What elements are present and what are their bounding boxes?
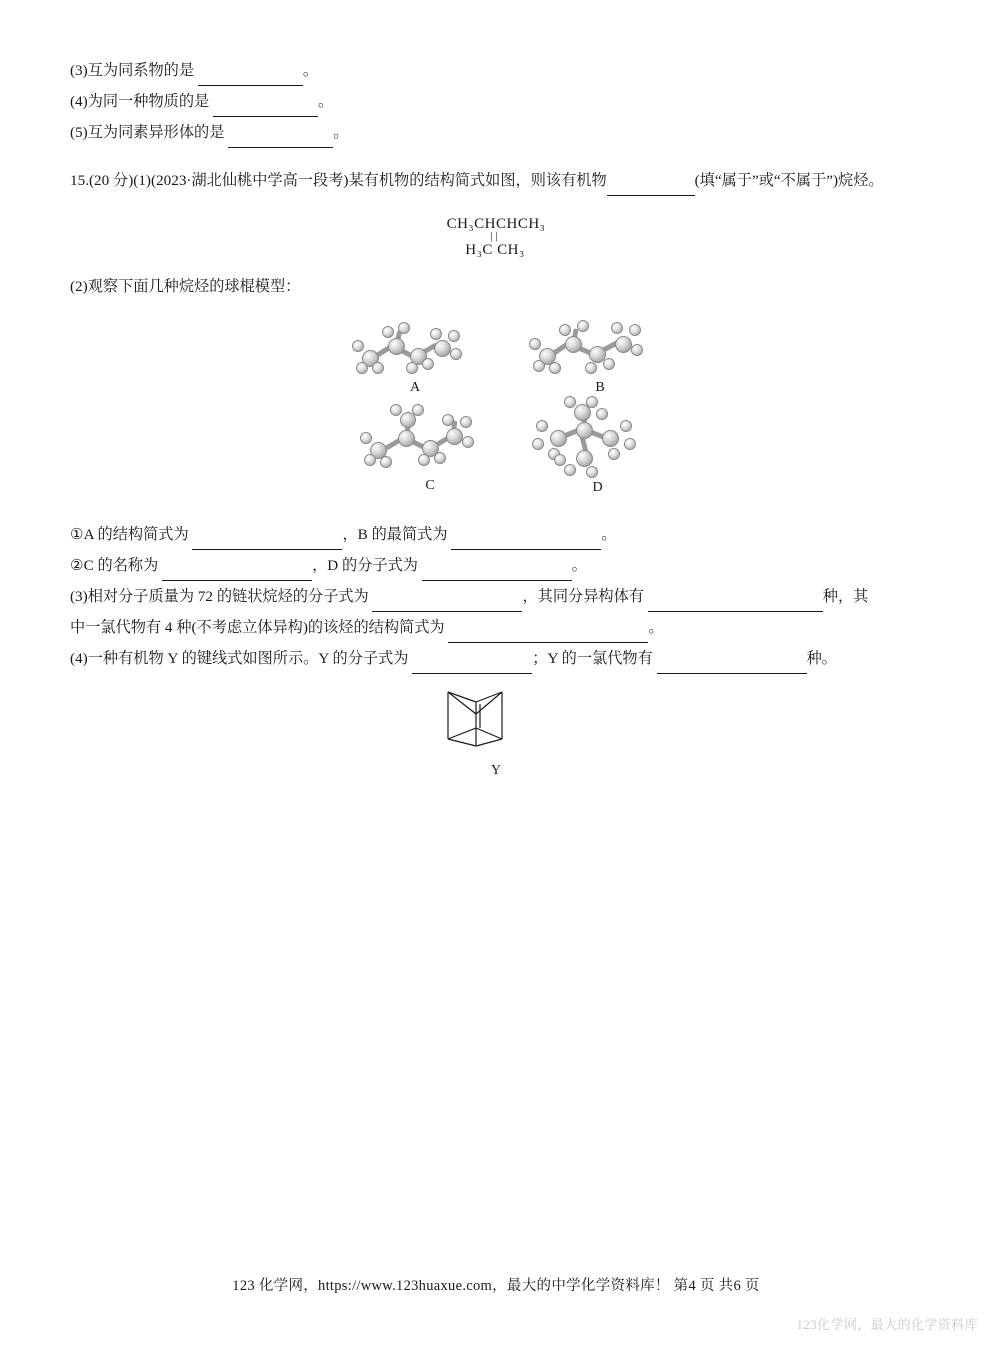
question-3-text: 互为同系物的是: [87, 62, 195, 79]
carbon-atom: [446, 428, 463, 445]
question-15-item-2: [70, 550, 922, 581]
question-5-prefix: (5): [70, 124, 88, 141]
formula-bond-bars: | |: [490, 230, 498, 242]
question-4-prefix: (4): [70, 93, 88, 110]
carbon-atom: [565, 336, 582, 353]
hydrogen-atom: [352, 340, 364, 352]
question-3-end: 。: [302, 62, 319, 79]
hydrogen-atom: [608, 448, 620, 460]
hydrogen-atom: [380, 456, 392, 468]
q15-number: 15.: [70, 172, 89, 189]
hydrogen-atom: [554, 454, 566, 466]
item2-marker: ②: [70, 557, 84, 574]
answer-blank[interactable]: [422, 565, 572, 581]
hydrogen-atom: [629, 324, 641, 336]
model-b-molecule: [525, 314, 675, 376]
carbon-atom: [550, 430, 567, 447]
formula-bottom-line: H₃C CH₃: [465, 242, 525, 258]
part3-label: (3): [70, 588, 88, 605]
model-b-label: B: [595, 380, 605, 395]
answer-blank[interactable]: [412, 658, 532, 674]
part3-text-c: 种，其: [822, 588, 869, 605]
model-c-molecule: [360, 404, 500, 474]
hydrogen-atom: [412, 404, 424, 416]
hydrogen-atom: [536, 420, 548, 432]
hydrogen-atom: [356, 362, 368, 374]
question-5-end: 。: [333, 124, 349, 141]
q15-part1-text-a: 某有机物的结构简式如图，则该有机物: [348, 172, 607, 189]
answer-blank[interactable]: [228, 132, 333, 148]
part3-text-d: 中一氯代物有 4 种(不考虑立体异构)的该烃的结构简式为: [70, 619, 445, 636]
question-4-text: 为同一种物质的是: [87, 93, 210, 110]
question-5-text: 互为同素异形体的是: [87, 124, 225, 141]
hydrogen-atom: [450, 348, 462, 360]
hydrogen-atom: [564, 396, 576, 408]
page-footer: 123 化学网，https://www.123huaxue.com，最大的中学化学资料库！ 第4 页 共6 页: [232, 1278, 760, 1294]
hydrogen-atom: [529, 338, 541, 350]
part3-text-a: 相对分子质量为 72 的链状烷烃的分子式为: [87, 588, 369, 605]
question-15-part2: [70, 271, 922, 302]
question-15-item-1: [70, 519, 922, 550]
carbon-atom: [576, 450, 593, 467]
model-d: [510, 396, 685, 496]
item2-text-a: C 的名称为: [83, 557, 159, 574]
answer-blank[interactable]: [448, 627, 648, 643]
part4-text-c: 种。: [806, 650, 837, 667]
item1-text-c: 。: [601, 526, 617, 543]
q15-score: (20 分): [88, 172, 134, 189]
hydrogen-atom: [372, 362, 384, 374]
hydrogen-atom: [631, 344, 643, 356]
question-4: [70, 86, 922, 117]
hydrogen-atom: [406, 362, 418, 374]
hydrogen-atom: [462, 436, 474, 448]
question-4-end: 。: [318, 93, 334, 110]
q15-part1-label: (1): [133, 172, 151, 189]
part4-text-a: 一种有机物 Y 的键线式如图所示。Y 的分子式为: [87, 650, 409, 667]
hydrogen-atom: [611, 322, 623, 334]
model-c-label: C: [425, 478, 435, 493]
hydrogen-atom: [603, 358, 615, 370]
hydrogen-atom: [382, 326, 394, 338]
hydrogen-atom: [460, 416, 472, 428]
answer-blank[interactable]: [192, 534, 342, 550]
answer-blank[interactable]: [372, 596, 522, 612]
q15-part2-label: (2): [70, 278, 88, 295]
hydrogen-atom: [360, 432, 372, 444]
hydrogen-atom: [398, 322, 410, 334]
item2-text-c: 。: [571, 557, 587, 574]
hydrogen-atom: [585, 362, 597, 374]
hydrogen-atom: [596, 408, 608, 420]
q15-part1-text-b: (填“属于”: [694, 172, 759, 189]
question-3: [70, 55, 922, 86]
part3-text-b: ，其同分异构体有: [522, 588, 644, 605]
model-d-label: D: [592, 480, 603, 495]
q15-part2-text: 观察下面几种烷烃的球棍模型：: [87, 278, 301, 295]
hydrogen-atom: [620, 420, 632, 432]
model-c: [360, 404, 500, 494]
hydrogen-atom: [390, 404, 402, 416]
structural-formula-image: [70, 216, 922, 259]
answer-blank[interactable]: [162, 565, 312, 581]
question-5: [70, 117, 922, 148]
y-structure-label: Y: [491, 762, 501, 777]
hydrogen-atom: [430, 328, 442, 340]
model-a-molecule: [350, 314, 480, 376]
carbon-atom: [576, 422, 593, 439]
hydrogen-atom: [564, 464, 576, 476]
carbon-atom: [388, 338, 405, 355]
item1-text-a: A 的结构简式为: [83, 526, 189, 543]
answer-blank[interactable]: [198, 70, 303, 86]
y-structure-svg: [436, 684, 556, 759]
answer-blank[interactable]: [607, 180, 695, 196]
question-15-part3: [70, 581, 922, 643]
watermark: 123化学网，最大的化学资料库: [796, 1317, 978, 1332]
item1-marker: ①: [70, 526, 84, 543]
hydrogen-atom: [442, 414, 454, 426]
hydrogen-atom: [624, 438, 636, 450]
question-3-prefix: (3): [70, 62, 88, 79]
model-a-label: A: [409, 380, 421, 395]
answer-blank[interactable]: [648, 596, 823, 612]
question-15-part4: [70, 643, 922, 674]
hydrogen-atom: [418, 454, 430, 466]
formula-top-line: CH₃CHCHCH₃: [446, 216, 546, 232]
model-a: [350, 314, 480, 396]
answer-blank[interactable]: [451, 534, 601, 550]
q15-part1-source: (2023·湖北仙桃中学高一段考): [151, 172, 349, 189]
skeletal-formula-y: [436, 684, 556, 777]
item2-text-b: ，D 的分子式为: [312, 557, 418, 574]
hydrogen-atom: [533, 360, 545, 372]
hydrogen-atom: [532, 438, 544, 450]
ball-stick-models-figure: [70, 314, 922, 519]
hydrogen-atom: [422, 358, 434, 370]
item1-text-b: ，B 的最简式为: [342, 526, 448, 543]
hydrogen-atom: [586, 396, 598, 408]
hydrogen-atom: [577, 320, 589, 332]
q15-part1-text-c: 或“不属于”)烷烃。: [758, 172, 884, 189]
hydrogen-atom: [559, 324, 571, 336]
hydrogen-atom: [586, 466, 598, 478]
part4-text-b: ；Y 的一氯代物有: [532, 650, 653, 667]
hydrogen-atom: [434, 452, 446, 464]
carbon-atom: [434, 340, 451, 357]
carbon-atom: [615, 336, 632, 353]
answer-blank[interactable]: [213, 101, 318, 117]
question-15-part1: [70, 165, 922, 196]
model-b: [525, 314, 675, 396]
part3-text-e: 。: [648, 619, 664, 636]
model-d-molecule: [510, 396, 685, 478]
carbon-atom: [398, 430, 415, 447]
carbon-atom: [602, 430, 619, 447]
part4-label: (4): [70, 650, 88, 667]
hydrogen-atom: [448, 330, 460, 342]
answer-blank[interactable]: [657, 658, 807, 674]
hydrogen-atom: [364, 454, 376, 466]
hydrogen-atom: [549, 362, 561, 374]
